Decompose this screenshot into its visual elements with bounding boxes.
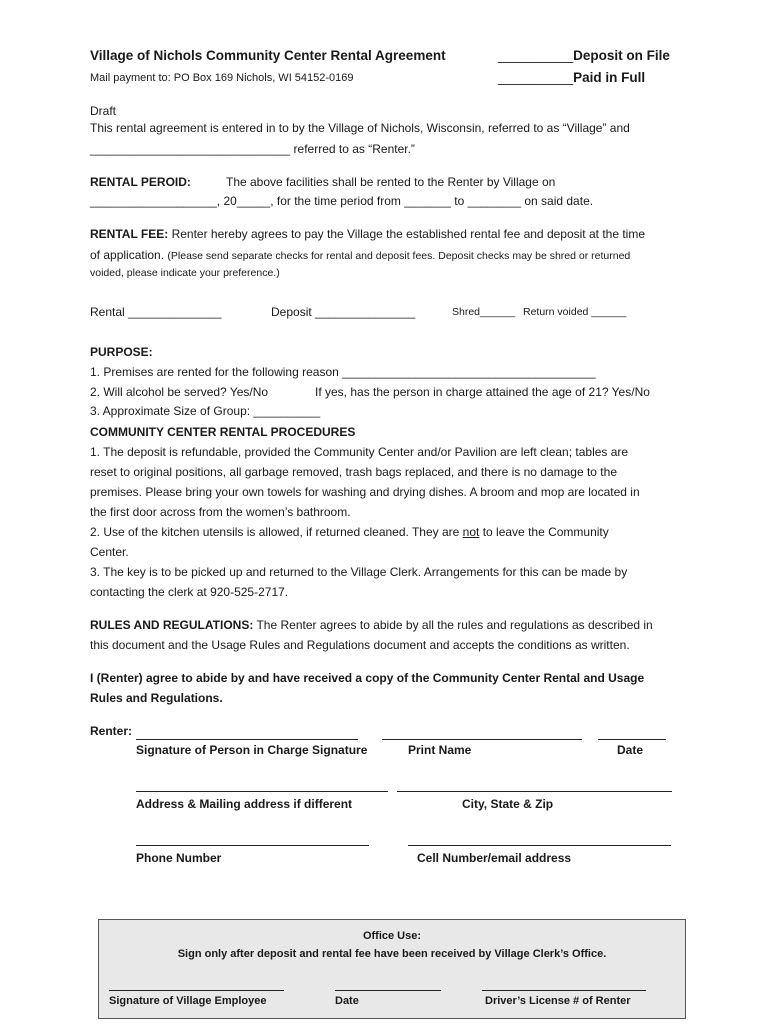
rental-fee-label: RENTAL FEE: [90, 227, 169, 241]
alcohol-question[interactable]: 2. Will alcohol be served? Yes/No [90, 385, 269, 399]
renter-name-line[interactable]: ______________________________ referred to as “Renter.” [90, 142, 415, 156]
cell-email-label: Cell Number/email address [417, 851, 572, 865]
rental-fee-line-1 [90, 227, 645, 241]
print-name-label: Print Name [408, 743, 472, 757]
renter-label: Renter: [90, 724, 133, 738]
procedures-label: COMMUNITY CENTER RENTAL PROCEDURES [90, 425, 356, 439]
procedure-1-line-1: 1. The deposit is refundable, provided the Community Center and/or Pavilion are left clean; tables are [90, 445, 629, 459]
license-label: Driver’s License # of Renter [485, 995, 631, 1007]
procedure-1-line-4: the first door across from the women’s bathroom. [90, 505, 351, 519]
procedure-2-line-2: Center. [90, 545, 129, 559]
procedure-2-text-b: to leave the Community [482, 525, 609, 539]
rental-fee-line-2 [90, 248, 630, 262]
procedure-2-text-a: 2. Use of the kitchen utensils is allowed, if returned cleaned. They are [90, 525, 460, 539]
office-use-title: Office Use: [362, 930, 422, 942]
rental-fee-text: Renter hereby agrees to pay the Village the established rental fee and deposit at the time [171, 227, 645, 241]
deposit-amount-field[interactable]: Deposit _______________ [271, 305, 416, 319]
signature-line[interactable] [136, 739, 358, 740]
rental-period-label: RENTAL PEROID: [90, 175, 191, 189]
procedure-1-line-2: reset to original positions, all garbage removed, trash bags replaced, and there is no damage to the [90, 465, 617, 479]
date-label: Date [617, 743, 644, 757]
rules-line-1 [90, 618, 653, 632]
paid-in-full-blank: __________ [498, 70, 574, 85]
rental-period-line-1: The above facilities shall be rented to the Renter by Village on [226, 175, 556, 189]
paid-in-full-field[interactable] [498, 70, 645, 85]
return-voided-field[interactable]: Return voided ______ [523, 306, 627, 318]
agreement-line-1: I (Renter) agree to abide by and have received a copy of the Community Center Rental and Usage [90, 671, 645, 685]
office-use-note: Sign only after deposit and rental fee have been received by Village Clerk’s Office. [177, 948, 607, 960]
draft-label: Draft [90, 104, 117, 118]
rental-fee-note: (Please send separate checks for rental and deposit fees. Deposit checks may be shred or returned [167, 250, 631, 262]
address-line[interactable] [136, 791, 388, 792]
deposit-on-file-label: Deposit on File [573, 48, 670, 63]
group-size-field[interactable]: 3. Approximate Size of Group: __________ [90, 404, 321, 418]
rental-fee-line-3: voided, please indicate your preference.) [90, 267, 280, 279]
rental-fee-application: of application. [90, 248, 165, 262]
age-question[interactable]: If yes, has the person in charge attained the age of 21? Yes/No [315, 385, 650, 399]
date-line[interactable] [598, 739, 666, 740]
rules-label: RULES AND REGULATIONS: [90, 618, 254, 632]
office-date-label: Date [335, 995, 359, 1007]
office-use-box [98, 919, 686, 1019]
deposit-on-file-blank: __________ [498, 48, 574, 63]
phone-label: Phone Number [136, 851, 222, 865]
employee-signature-label: Signature of Village Employee [109, 995, 267, 1007]
procedure-1-line-3: premises. Please bring your own towels for washing and drying dishes. A broom and mop are located in [90, 485, 640, 499]
office-date-line[interactable] [335, 990, 441, 991]
rules-line-2: this document and the Usage Rules and Regulations document and accepts the conditions as written. [90, 638, 630, 652]
deposit-on-file-field[interactable] [498, 48, 670, 63]
procedure-3-line-2: contacting the clerk at 920-525-2717. [90, 585, 289, 599]
rental-period-line-2[interactable]: ___________________, 20_____, for the time period from _______ to ________ on said date. [90, 194, 594, 208]
city-state-zip-line[interactable] [397, 791, 672, 792]
document-title: Village of Nichols Community Center Rental Agreement [90, 48, 446, 63]
procedure-3-line-1: 3. The key is to be picked up and returned to the Village Clerk. Arrangements for this can be made by [90, 565, 628, 579]
procedure-2-line-1 [90, 525, 609, 539]
purpose-label: PURPOSE: [90, 345, 153, 359]
phone-line[interactable] [136, 845, 369, 846]
agreement-line-2: Rules and Regulations. [90, 691, 223, 705]
print-name-line[interactable] [382, 739, 582, 740]
shred-field[interactable]: Shred______ [452, 306, 516, 318]
cell-email-line[interactable] [408, 845, 671, 846]
paid-in-full-label: Paid in Full [573, 70, 646, 85]
signature-label: Signature of Person in Charge Signature [136, 743, 368, 757]
city-state-zip-label: City, State & Zip [462, 797, 554, 811]
rules-text: The Renter agrees to abide by all the rules and regulations as described in [256, 618, 653, 632]
license-line[interactable] [482, 990, 646, 991]
intro-line-1: This rental agreement is entered in to by the Village of Nichols, Wisconsin, referred to as “Village” and [90, 121, 630, 135]
mail-address: Mail payment to: PO Box 169 Nichols, WI 54152-0169 [90, 72, 354, 84]
address-label: Address & Mailing address if different [136, 797, 353, 811]
purpose-reason-field[interactable]: 1. Premises are rented for the following reason ______________________________________ [90, 365, 596, 379]
rental-amount-field[interactable]: Rental ______________ [90, 305, 222, 319]
employee-signature-line[interactable] [109, 990, 284, 991]
procedure-2-not: not [462, 525, 480, 539]
